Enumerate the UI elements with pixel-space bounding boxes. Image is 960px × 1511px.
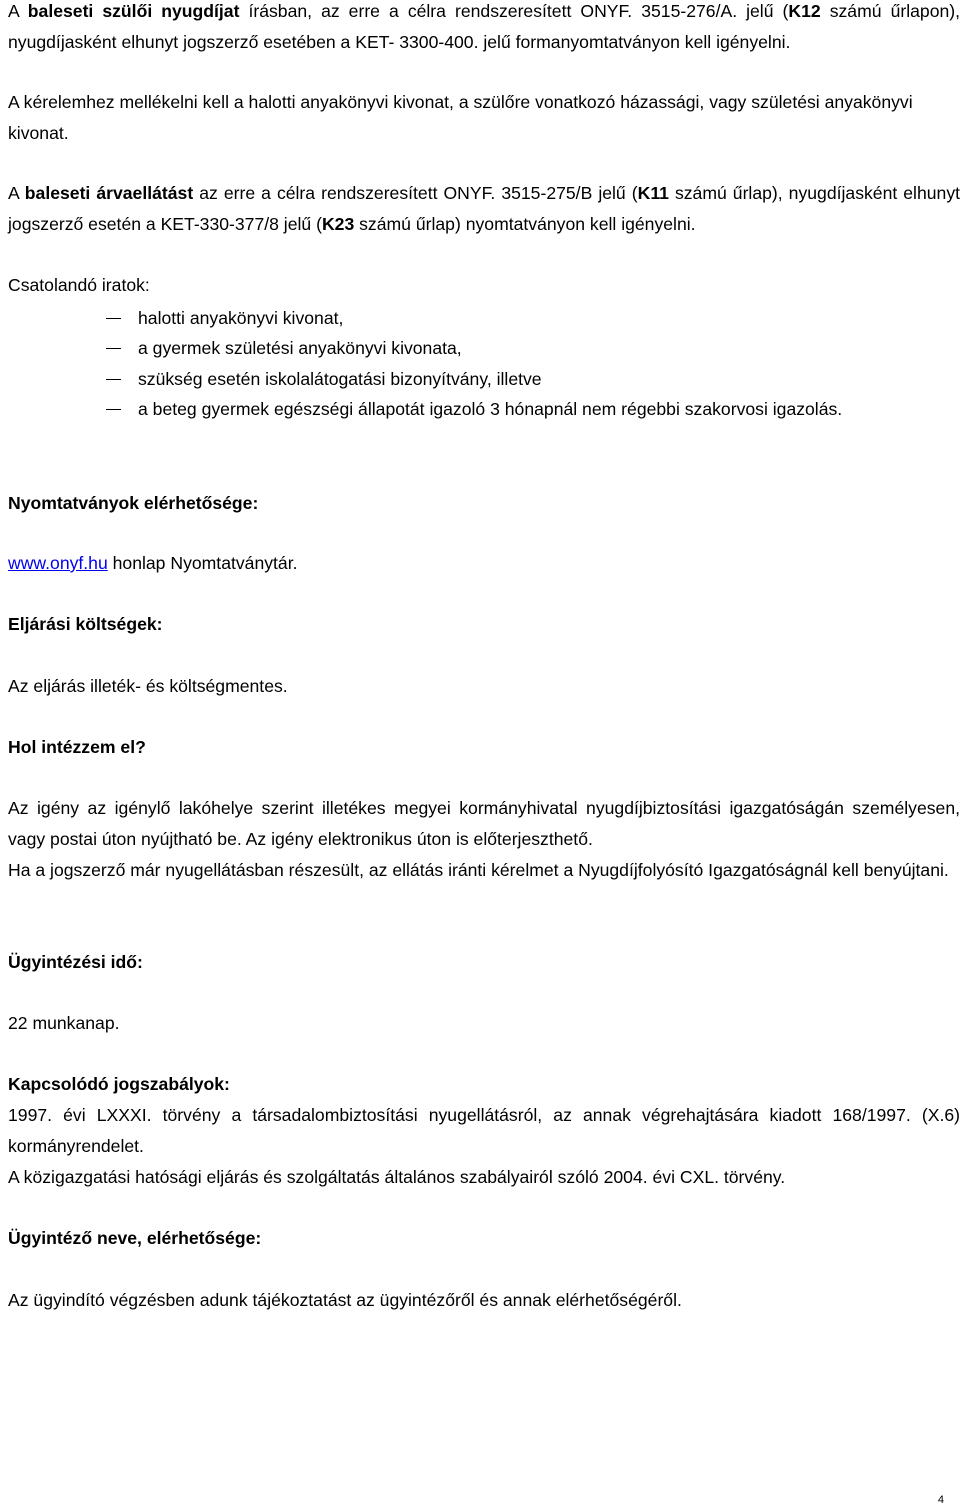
page-number: 4 [937, 1494, 944, 1506]
laws-paragraph-2: A közigazgatási hatósági eljárás és szolgáltatás általános szabályairól szóló 2004. évi CXL. törvény. [8, 1167, 786, 1187]
attachments-parent-text: A kérelemhez mellékelni kell a halotti anyakönyvi kivonat, a szülőre vonatkozó házassági, vagy születési anyakönyvi kivonat. [8, 92, 913, 143]
orphan-care-text: A baleseti árvaellátást az erre a célra rendszeresített ONYF. 3515-275/B jelű (K11 számú űrlap), nyugdíjasként elhunyt jogszerző esetén a KET-330-377/8 jelű (K23 számú űrlap) nyomtatványon kell igényelni. [8, 183, 960, 234]
paragraph-parent-pension [8, 0, 960, 57]
form-code: K11 [637, 183, 669, 203]
paragraph-orphan-care [8, 178, 960, 239]
laws-paragraph-1: 1997. évi LXXXI. törvény a társadalombiztosítási nyugellátásról, az annak végrehajtására kiadott 168/1997. (X.6) kormányrendelet. [8, 1105, 960, 1156]
costs-text: Az eljárás illeték- és költségmentes. [8, 676, 288, 696]
attachments-intro: Csatolandó iratok: [8, 275, 150, 295]
costs-heading: Eljárási költségek: [8, 614, 163, 634]
bold-term: baleseti árvaellátást [24, 183, 194, 203]
laws-heading: Kapcsolódó jogszabályok: [8, 1074, 230, 1094]
paragraph-attachments-parent [8, 87, 960, 148]
forms-heading: Nyomtatványok elérhetősége: [8, 493, 259, 513]
list-item: szükség esetén iskolalátogatási bizonyítvány, illetve [106, 364, 960, 394]
time-text: 22 munkanap. [8, 1013, 120, 1033]
dash-bullet-icon [106, 348, 121, 349]
list-item: a gyermek születési anyakönyvi kivonata, [106, 333, 960, 363]
dash-bullet-icon [106, 379, 121, 380]
officer-text: Az ügyindító végzésben adunk tájékoztatást az ügyintézőről és annak elérhetőségéről. [8, 1290, 682, 1310]
form-code: K23 [321, 213, 355, 234]
where-paragraph-1: Az igény az igénylő lakóhelye szerint illetékes megyei kormányhivatal nyugdíjbiztosítási igazgatóságán személyesen, vagy postai úton nyújtható be. Az igény elektronikus úton is előterjeszthető. [8, 798, 960, 849]
bold-term: baleseti szülői nyugdíjat [27, 1, 240, 21]
dash-bullet-icon [106, 409, 121, 410]
list-item: halotti anyakönyvi kivonat, [106, 303, 960, 333]
parent-pension-text: A baleseti szülői nyugdíjat írásban, az erre a célra rendszeresített ONYF. 3515-276/A. jelű (K12 számú űrlapon), nyugdíjasként elhunyt jogszerző esetében a KET- 3300-400. jelű formanyomtatványon kell igényelni. [8, 1, 960, 52]
form-code: K12 [788, 1, 821, 21]
officer-heading: Ügyintéző neve, elérhetősége: [8, 1228, 262, 1248]
list-item: a beteg gyermek egészségi állapotát igazoló 3 hónapnál nem régebbi szakorvosi igazolás. [106, 394, 960, 424]
attachments-list [106, 303, 960, 424]
dash-bullet-icon [106, 318, 121, 319]
time-heading: Ügyintézési idő: [8, 952, 143, 972]
forms-link-line: www.onyf.hu honlap Nyomtatványtár. [8, 553, 298, 573]
where-paragraph-2: Ha a jogszerző már nyugellátásban részesült, az ellátás iránti kérelmet a Nyugdíjfolyósító Igazgatóságnál kell benyújtani. [8, 860, 949, 880]
onyf-link[interactable]: www.onyf.hu [8, 553, 108, 573]
where-heading: Hol intézzem el? [8, 737, 146, 757]
